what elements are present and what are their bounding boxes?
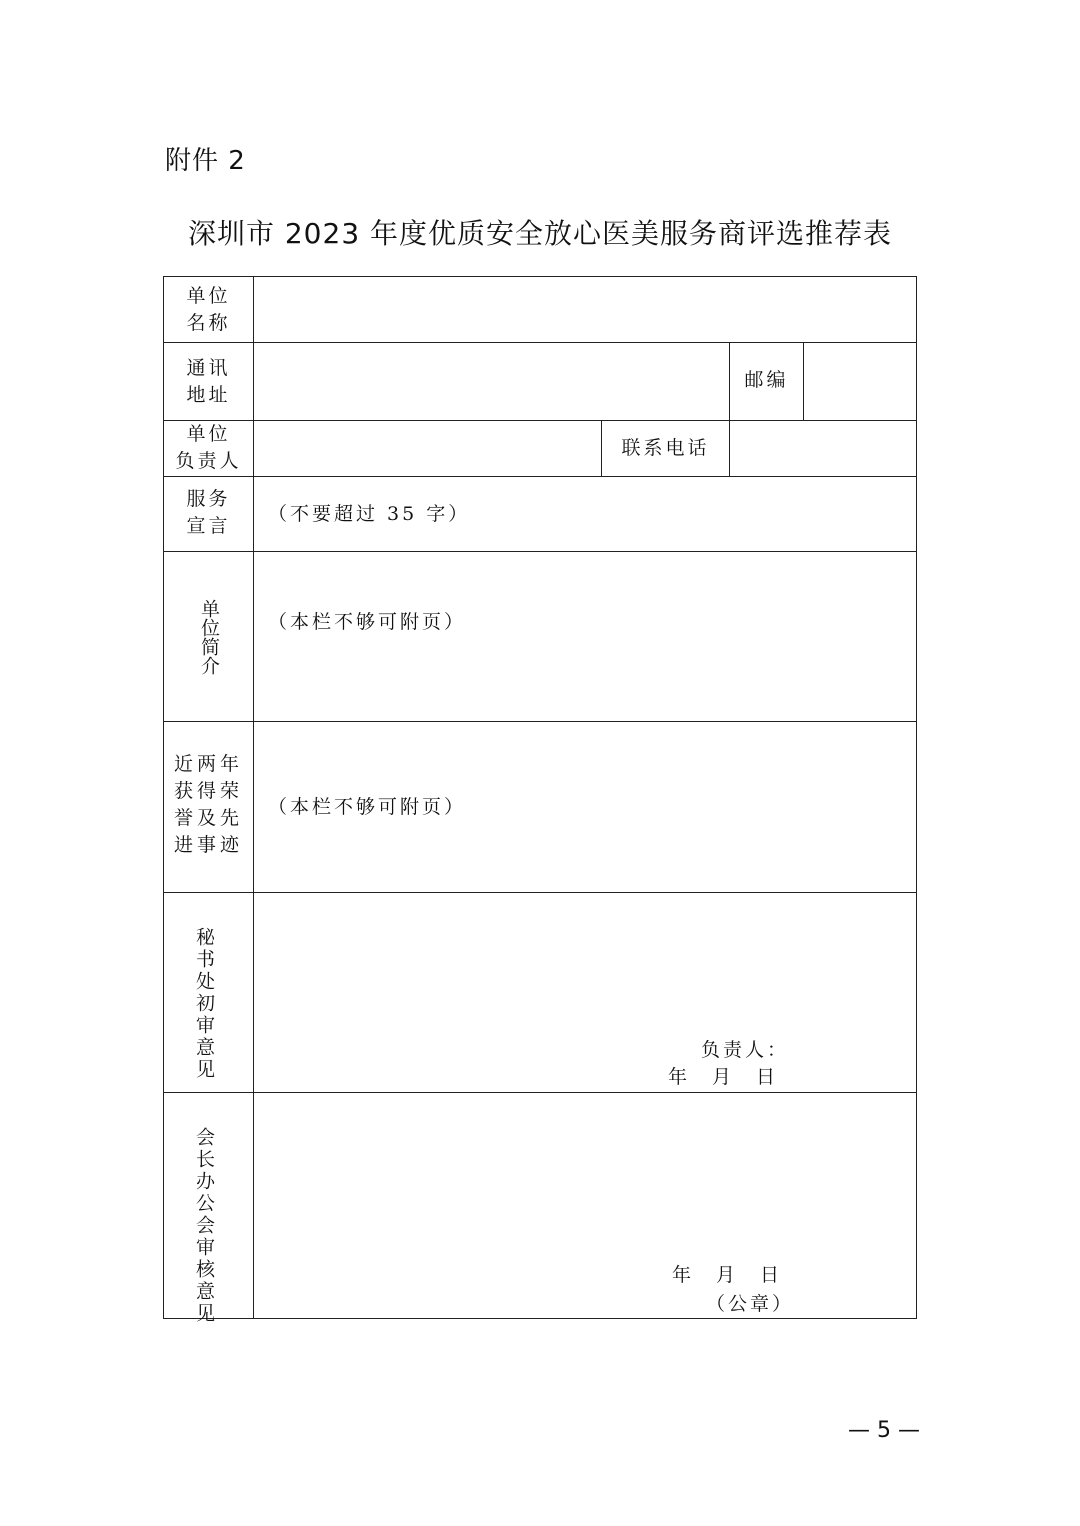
unit-name-label: 单位 名称	[186, 285, 231, 334]
secretariat-responsible: 负责人：	[701, 1039, 790, 1061]
honors-label: 近两年 获得荣 誉及先 进事迹	[173, 753, 243, 856]
secretariat-review-label: 秘书处初审意见	[193, 927, 215, 1081]
slogan-hint: （不要超过 35 字）	[268, 503, 471, 525]
slogan-label: 服务 宣言	[186, 488, 231, 537]
form-title: 深圳市 2023 年度优质安全放心医美服务商评选推荐表	[187, 217, 893, 250]
phone-value-divider	[729, 420, 730, 476]
honors-field[interactable]	[256, 723, 914, 890]
postcode-field[interactable]	[806, 344, 914, 418]
phone-label: 联系电话	[621, 437, 710, 459]
row-divider	[164, 721, 916, 722]
phone-field[interactable]	[732, 422, 914, 474]
unit-name-field[interactable]	[256, 279, 914, 340]
row-divider	[164, 476, 916, 477]
intro-label: 单位简介	[198, 599, 220, 675]
page-number: — 5 —	[848, 1418, 920, 1443]
intro-field[interactable]	[256, 553, 914, 719]
row-divider	[164, 1092, 916, 1093]
secretariat-review-field[interactable]	[256, 894, 914, 1090]
leader-field[interactable]	[256, 422, 599, 474]
president-date: 年 月 日	[672, 1264, 783, 1286]
row-divider	[164, 551, 916, 552]
postcode-value-divider	[803, 342, 804, 420]
address-field[interactable]	[256, 344, 727, 418]
row-divider	[164, 892, 916, 893]
postcode-label: 邮编	[744, 369, 789, 391]
recommendation-form-table	[163, 276, 917, 1325]
attachment-label: 附件 2	[165, 146, 246, 176]
intro-hint: （本栏不够可附页）	[268, 611, 467, 633]
row-divider	[164, 420, 916, 421]
honors-hint: （本栏不够可附页）	[268, 796, 467, 818]
president-review-label: 会长办公会审核意见	[193, 1127, 215, 1325]
address-label: 通讯 地址	[186, 357, 231, 406]
label-column-divider	[253, 277, 254, 1318]
president-review-field[interactable]	[256, 1094, 914, 1318]
secretariat-date: 年 月 日	[668, 1066, 779, 1088]
official-seal-note: （公章）	[706, 1293, 795, 1315]
slogan-field[interactable]	[256, 478, 914, 549]
leader-label: 单位 负责人	[175, 423, 242, 472]
